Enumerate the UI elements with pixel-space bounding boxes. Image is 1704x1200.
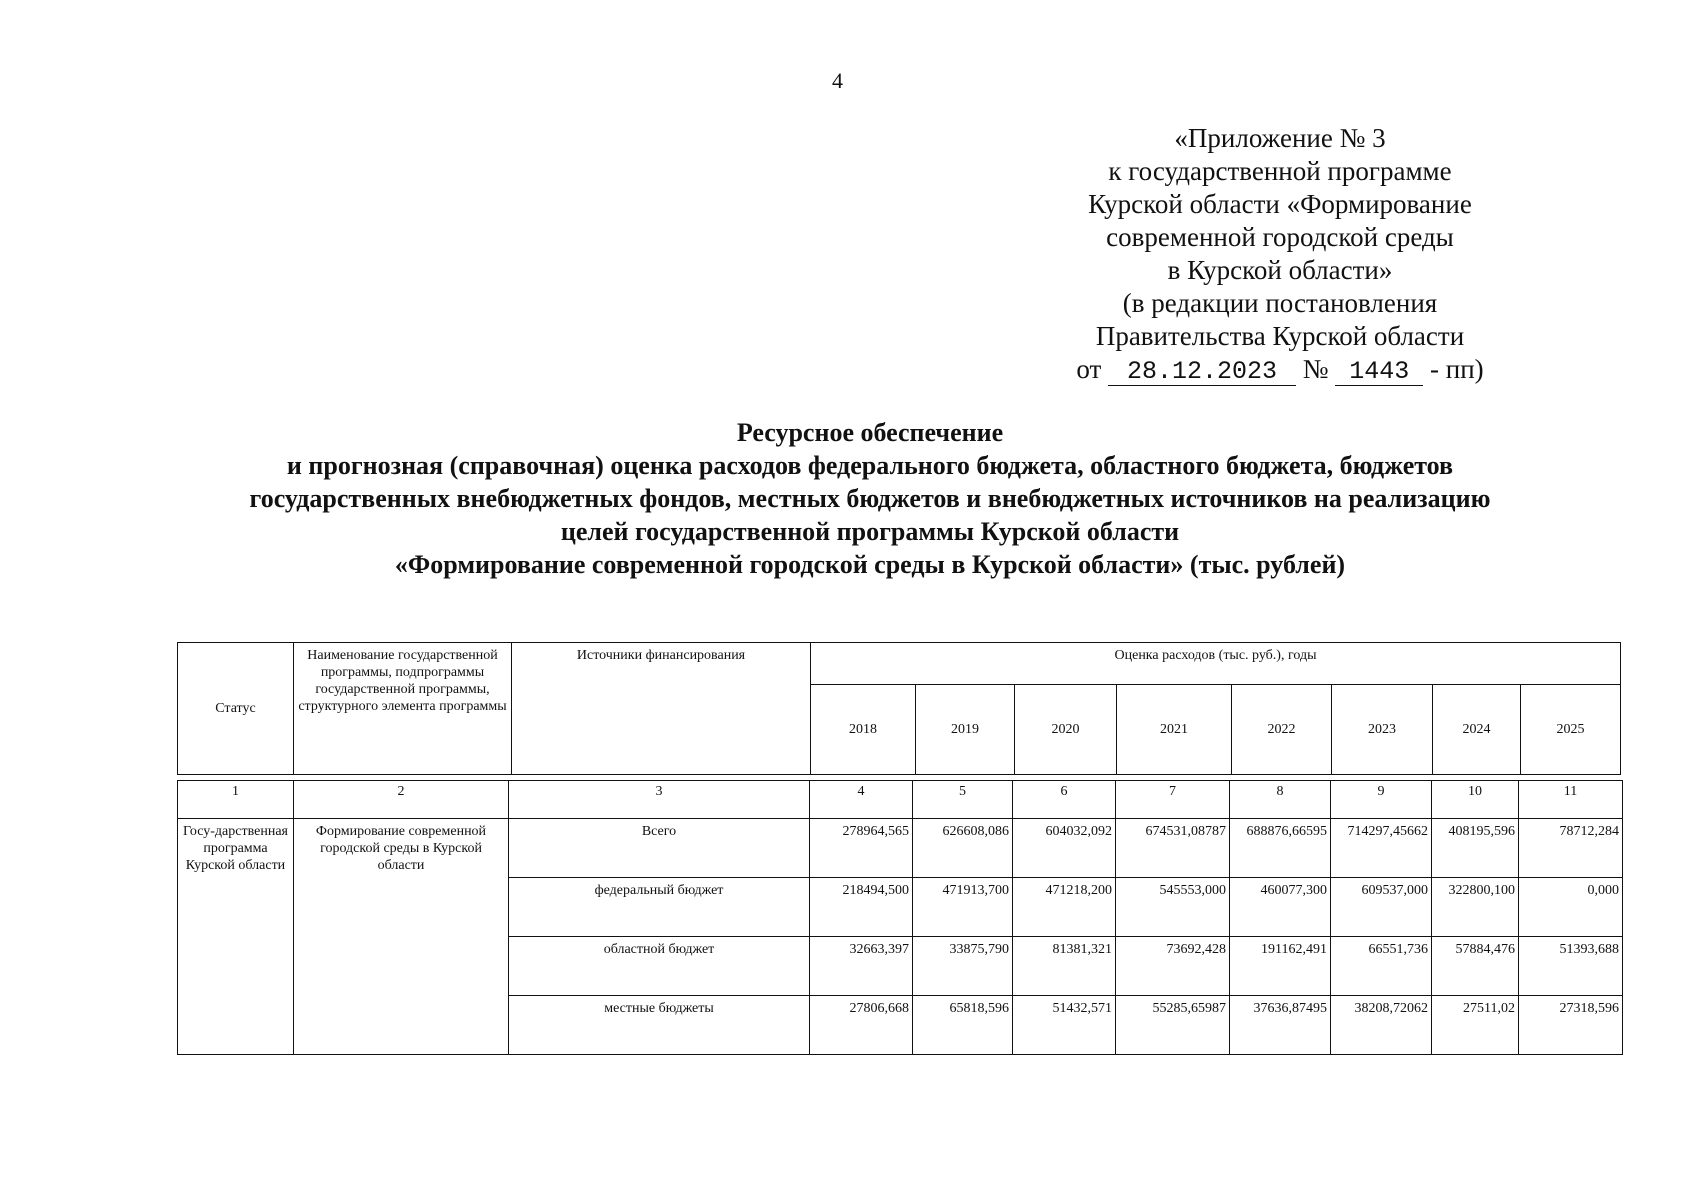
header-sources: Источники финансирования [512,643,811,775]
header-year: 2024 [1433,685,1521,775]
value-cell: 609537,000 [1331,878,1432,937]
appendix-line: (в редакции постановления [1122,288,1438,318]
value-cell: 33875,790 [913,937,1013,996]
value-cell: 626608,086 [913,819,1013,878]
header-status: Статус [178,643,294,775]
header-year: 2020 [1015,685,1117,775]
value-cell: 73692,428 [1116,937,1230,996]
source-cell: Всего [509,819,810,878]
appendix-date-line [1060,353,1500,386]
source-cell: областной бюджет [509,937,810,996]
title-line: и прогнозная (справочная) оценка расходов федерального бюджета, областного бюджета, бюджетов [286,451,1454,480]
document-title [140,416,1600,581]
value-cell: 27806,668 [810,996,913,1055]
header-year: 2022 [1232,685,1332,775]
appendix-line: современной городской среды [1106,222,1454,252]
value-cell: 32663,397 [810,937,913,996]
column-number: 5 [913,781,1013,819]
value-cell: 51393,688 [1519,937,1623,996]
value-cell: 674531,08787 [1116,819,1230,878]
value-cell: 66551,736 [1331,937,1432,996]
value-cell: 65818,596 [913,996,1013,1055]
decree-date: 28.12.2023 [1108,359,1296,386]
value-cell: 688876,66595 [1230,819,1331,878]
value-cell: 55285,65987 [1116,996,1230,1055]
value-cell: 218494,500 [810,878,913,937]
appendix-block [1060,122,1500,386]
value-cell: 714297,45662 [1331,819,1432,878]
column-number: 9 [1331,781,1432,819]
table-header [177,642,1621,775]
header-estimate: Оценка расходов (тыс. руб.), годы [811,643,1621,685]
decree-suffix: - пп) [1430,354,1484,384]
value-cell: 51432,571 [1013,996,1116,1055]
title-line: государственных внебюджетных фондов, местных бюджетов и внебюджетных источников на реализацию [249,484,1491,513]
column-number: 1 [178,781,294,819]
appendix-line: «Приложение № 3 [1174,123,1386,153]
value-cell: 38208,72062 [1331,996,1432,1055]
header-year: 2025 [1521,685,1621,775]
column-number: 3 [509,781,810,819]
column-number: 2 [294,781,509,819]
source-cell: местные бюджеты [509,996,810,1055]
header-name: Наименование государственной программы, подпрограммы государственной программы, структурного элемента программы [294,643,512,775]
column-number: 7 [1116,781,1230,819]
number-sign: № [1302,354,1329,384]
value-cell: 27511,02 [1432,996,1519,1055]
appendix-line: в Курской области» [1167,255,1393,285]
program-name-cell: Формирование современной городской среды в Курской области [294,819,509,1055]
header-year: 2018 [811,685,916,775]
column-number: 6 [1013,781,1116,819]
title-line: «Формирование современной городской среды в Курской области» (тыс. рублей) [394,550,1346,579]
value-cell: 471913,700 [913,878,1013,937]
value-cell: 37636,87495 [1230,996,1331,1055]
page-number: 4 [832,68,843,93]
value-cell: 322800,100 [1432,878,1519,937]
value-cell: 78712,284 [1519,819,1623,878]
column-number: 4 [810,781,913,819]
title-line: целей государственной программы Курской области [560,517,1180,546]
value-cell: 57884,476 [1432,937,1519,996]
header-year: 2021 [1117,685,1232,775]
value-cell: 460077,300 [1230,878,1331,937]
value-cell: 191162,491 [1230,937,1331,996]
column-number: 10 [1432,781,1519,819]
column-number: 11 [1519,781,1623,819]
column-number-row [178,781,1623,819]
status-cell: Госу-дарственная программа Курской области [178,819,294,1055]
title-line: Ресурсное обеспечение [736,418,1004,447]
value-cell: 27318,596 [1519,996,1623,1055]
value-cell: 81381,321 [1013,937,1116,996]
header-year: 2019 [916,685,1015,775]
header-year: 2023 [1332,685,1433,775]
value-cell: 604032,092 [1013,819,1116,878]
value-cell: 471218,200 [1013,878,1116,937]
decree-number: 1443 [1335,359,1423,386]
appendix-line: Курской области «Формирование [1088,189,1472,219]
column-number: 8 [1230,781,1331,819]
value-cell: 545553,000 [1116,878,1230,937]
value-cell: 278964,565 [810,819,913,878]
value-cell: 408195,596 [1432,819,1519,878]
table-row [178,819,1623,878]
table-body [177,780,1623,1055]
value-cell: 0,000 [1519,878,1623,937]
source-cell: федеральный бюджет [509,878,810,937]
appendix-line: Правительства Курской области [1095,321,1465,351]
appendix-line: к государственной программе [1108,156,1452,186]
from-prefix: от [1076,354,1102,384]
